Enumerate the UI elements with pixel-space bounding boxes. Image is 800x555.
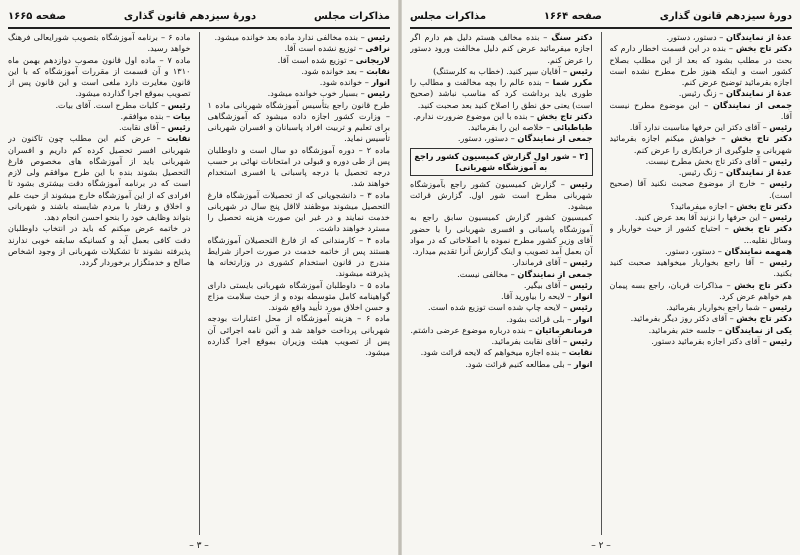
speaker-name: رئیس <box>769 212 792 222</box>
transcript-paragraph <box>208 77 391 88</box>
speaker-name: رئیس <box>367 32 390 42</box>
speech-text: ماده ۴ – کارمندانی که از فارغ التحصیلان آموزشگاه هستند پس از خاتمه خدمت در صورت احراز شرایط مندرج در قانون استخدام کشوری در وزارتخانه ها پذیرفته میشوند. <box>207 234 390 279</box>
speaker-name: رئیس <box>167 99 191 110</box>
transcript-paragraph <box>410 347 593 358</box>
speaker-name: دکتر تاج بخش <box>732 223 792 234</box>
speaker-name: دکتر تاج بخش <box>736 200 792 211</box>
transcript-paragraph <box>410 32 593 66</box>
speaker-name: انوار <box>573 358 593 369</box>
transcript-paragraph <box>410 302 593 313</box>
speech-text: – جلسه ختم بفرمائید. <box>648 324 723 335</box>
transcript-paragraph <box>410 257 593 268</box>
speaker-name: انوار <box>371 77 390 87</box>
speech-text: – بنده مخالفی ندارد ماده بعد خوانده میشود. <box>214 32 365 42</box>
right-page-right-column <box>610 32 793 535</box>
speaker-name: فرمانفرمائیان <box>535 324 593 335</box>
speaker-name: رئیس <box>769 302 792 312</box>
right-page <box>402 0 800 555</box>
transcript-paragraph <box>610 122 793 133</box>
speech-text: – آقای دکتر روز دیگر بفرمائید. <box>630 313 734 324</box>
transcript-paragraph <box>208 66 391 77</box>
speech-text: – خواهش میکنم اجازه بفرمائید شهربانی و جلوگیری از خرابکاری را عرض کنم. <box>609 133 792 155</box>
speech-text: – بنده اجازه میخواهم که لایحه قرائت شود. <box>420 347 567 358</box>
transcript-paragraph <box>410 359 593 370</box>
speaker-name: نراقی <box>365 43 390 54</box>
speaker-name: دکتر تاج بخش <box>536 110 593 121</box>
transcript-paragraph <box>208 280 391 314</box>
speech-text: – بنده مخالف هستم دلیل هم دارم اگر اجازه میفرمائید عرض کنم دلیل مخالفت ورود دستور را عرض کنم. <box>410 32 593 65</box>
speech-text: در خاتمه عرض میکنم که باید در انتخاب داوطلبان دقت کافی بعمل آید و کسانیکه سابقه خوبی ندارند پذیرفته نشوند تا تشکیلات شهربانی از وجود اشخاص صالح و خدمتگزار برخوردار گردد. <box>8 223 191 267</box>
transcript-paragraph <box>610 32 793 43</box>
speech-text: – آقای فرماندار. <box>512 257 568 268</box>
left-header-page-number: صفحه ۱۶۶۵ <box>8 10 67 22</box>
speaker-name: رئیس <box>769 335 792 346</box>
speech-text: – بعد خوانده شود. <box>301 65 364 76</box>
transcript-paragraph <box>410 122 593 133</box>
left-page-footer: – ۳ – <box>189 541 209 551</box>
transcript-paragraph <box>8 100 191 111</box>
transcript-paragraph <box>610 43 793 88</box>
left-header-term: دورهٔ سیزدهم قانون گذاری <box>123 10 257 22</box>
transcript-paragraph <box>410 77 593 111</box>
speaker-name: نقابت <box>166 133 191 144</box>
speech-text: – آقای دکتر این حرفها مناسبت ندارد آقا. <box>629 122 767 132</box>
speech-text: – بنده در این قسمت اخطار دارم که بحث در مطلب بشود که بعد از این مطلب بصلاح کشور است و اینکه هنوز طرح مطرح نشده است اجازه بفرمائید توضیح عرض کنم. <box>609 43 792 87</box>
speaker-name: رئیس <box>367 88 390 99</box>
speech-text: – اجازه میفرمائید؟ <box>670 200 734 211</box>
speech-text: – زنگ رئیس. <box>678 167 724 177</box>
speech-text: – شما راجع بخواربار بفرمائید. <box>666 302 767 312</box>
speaker-name: مکرر شما <box>552 77 593 87</box>
transcript-paragraph <box>208 32 391 43</box>
left-page <box>0 0 398 555</box>
left-page-header <box>8 6 390 26</box>
speaker-name: عدۀ از نمایندگان <box>726 88 792 99</box>
speaker-name: دکتر تاج بخش <box>730 133 792 144</box>
transcript-paragraph <box>610 212 793 223</box>
speaker-name: عدۀ از نمایندگان <box>726 167 792 177</box>
transcript-paragraph <box>610 100 793 123</box>
transcript-paragraph <box>410 291 593 302</box>
transcript-paragraph <box>410 111 593 122</box>
speech-text: ماده ۶ – هزینه آموزشگاه از محل اعتبارات بودجه شهربانی پرداخت خواهد شد و آئین نامه اجرائی آن پس از تصویب هیئت وزیران بموقع اجرا گذارده میشود. <box>207 313 390 357</box>
speaker-name: رئیس <box>769 257 792 267</box>
right-header-term: دورهٔ سیزدهم قانون گذاری <box>659 10 792 22</box>
transcript-paragraph <box>610 302 793 313</box>
speech-text: – خوانده شود. <box>319 77 369 87</box>
transcript-paragraph <box>610 313 793 324</box>
transcript-paragraph <box>8 55 191 100</box>
speaker-name: جمعی از نمایندگان <box>517 268 593 279</box>
speech-text: – احتیاج کشور از حیث خواربار و وسائل نقلیه... <box>609 223 792 245</box>
speaker-name: انوار <box>573 313 593 324</box>
transcript-paragraph <box>410 269 593 280</box>
speech-text: – بلی قرائت بشود. <box>506 313 572 324</box>
transcript-paragraph <box>610 178 793 201</box>
speech-text: – این حرفها را نزنید آقا بعد عرض کنید. <box>634 212 767 222</box>
speech-text: – آقای دکتر تاج بخش مطرح نیست. <box>645 155 767 166</box>
speaker-name: رئیس <box>569 65 593 76</box>
speech-text: – کلیات مطرح است. آقای بیات. <box>55 99 166 110</box>
transcript-paragraph <box>410 66 593 77</box>
speech-text: – آقا راجع بخواربار میخواهید صحبت کنید بکنید. <box>609 257 792 279</box>
transcript-paragraph <box>208 55 391 66</box>
speaker-name: رئیس <box>167 122 191 132</box>
speech-text: – بلی مطالعه کنیم قرائت شود. <box>465 358 572 369</box>
speech-text: – زنگ رئیس. <box>678 88 724 99</box>
transcript-paragraph <box>610 257 793 280</box>
speech-text: – آقای نقابت بفرمائید. <box>491 336 568 346</box>
right-page-columns <box>410 32 792 535</box>
speech-text: – آقای نقابت. <box>118 122 166 132</box>
left-header-section: مذاکرات مجلس <box>313 10 390 22</box>
transcript-paragraph <box>208 100 391 145</box>
transcript-paragraph <box>8 223 191 268</box>
speech-text: – آقای دکتر اجازه بفرمائید دستور. <box>651 335 767 346</box>
speech-text: – خارج از موضوع صحبت نکنید آقا (صحیح است). <box>609 178 792 200</box>
speaker-name: دکتر سنگ <box>551 32 593 42</box>
speech-text: کمیسیون کشور گزارش کمیسیون سابق راجع به آموزشگاه پاسبانی و افسری شهربانی را با حضور آقای وزیر کشور مطرح نموده با اصلاحاتی که در مواد آن بعمل آمد تصویب و اینک گزارش آنرا تقدیم میدارد. <box>410 212 593 256</box>
transcript-paragraph <box>208 145 391 190</box>
transcript-paragraph <box>8 32 191 55</box>
left-page-columns <box>8 32 390 535</box>
speaker-name: نقابت <box>366 65 390 76</box>
speech-text: ماده ۲ – دوره آموزشگاه دو سال است و داوطلبان پس از طی دوره و قبولی در امتحانات نهائی بر حسب درجه تحصیل با درجه پاسبانی یا افسری استخدام خواهند شد. <box>207 144 390 189</box>
transcript-paragraph <box>410 179 593 213</box>
right-page-left-column <box>410 32 593 535</box>
transcript-paragraph <box>410 314 593 325</box>
speaker-name: بیات <box>172 110 191 121</box>
transcript-paragraph <box>610 280 793 303</box>
speech-text: – دستور، دستور. <box>666 32 724 42</box>
speech-text: ماده ۵ – داوطلبان آموزشگاه شهربانی بایستی دارای گواهینامه کامل متوسطه بوده و از حیث سلامت مزاج و حسن اخلاق مورد تأیید واقع شوند. <box>207 279 390 312</box>
speech-text: – بنده با این موضوع ضرورت ندارم. <box>413 110 535 121</box>
column-divider <box>199 32 200 535</box>
transcript-paragraph <box>208 235 391 280</box>
speaker-name: نقابت <box>568 347 593 358</box>
speech-text: – مذاکرات قربان، راجع بسه پیمان هم خواهم عرض کرد. <box>609 279 792 301</box>
speaker-name: جمعی از نمایندگان <box>712 99 792 110</box>
speech-text: – لایحه را بیاورید آقا. <box>500 291 572 301</box>
transcript-paragraph <box>8 122 191 133</box>
speaker-name: رئیس <box>569 279 593 290</box>
speech-text: – بسیار خوب خوانده میشود. <box>267 88 365 99</box>
speaker-name: لاریجانی <box>355 54 390 65</box>
speech-text: – خلاصه این را بفرمائید. <box>467 122 551 132</box>
speech-text: ماده ۶ – برنامه آموزشگاه بتصویب شورایعالی فرهنگ خواهد رسید. <box>8 32 191 54</box>
speaker-name: دکتر تاج بخش <box>734 279 792 290</box>
speaker-name: جمعی از نمایندگان <box>517 133 593 144</box>
speaker-name: رئیس <box>769 155 792 166</box>
speech-text: – بنده موافقم. <box>120 110 171 121</box>
speech-text: – آقای بیگیر. <box>523 279 568 290</box>
speech-text: – بنده عالم را بچه مخالفت و مطالب را طوری باید برداشت کرد که مناسب نباشد (صحیح است) یعنی حق نطق را اصلاح کنید بعد صحبت کنید. <box>410 77 593 110</box>
speaker-name: رئیس <box>569 257 593 268</box>
header-rule <box>8 27 390 29</box>
section-heading: [۳ – شور اول گزارش کمیسیون کشور راجع به آموزشگاه شهربانی] <box>410 148 593 176</box>
speech-text: – توزیع نشده است آقا. <box>284 43 363 54</box>
left-page-left-column <box>8 32 191 535</box>
transcript-paragraph <box>610 201 793 212</box>
speech-text: – لایحه چاپ شده است توزیع شده است. <box>428 302 568 313</box>
speech-text: – مخالفی نیست. <box>457 268 515 279</box>
speech-text: طرح قانون راجع بتأسیس آموزشگاه شهربانی ماده ۱ – وزارت کشور اجازه داده میشود که آموزشگاهی برای تعلیم و تربیت افراد پاسبانان و افسران شهربانی تأسیس نماید. <box>207 99 390 144</box>
speaker-name: رئیس <box>569 178 593 189</box>
transcript-paragraph <box>610 133 793 156</box>
column-divider <box>601 32 602 535</box>
speaker-name: رئیس <box>569 302 593 313</box>
transcript-paragraph <box>208 43 391 54</box>
speech-text: – توزیع شده است آقا. <box>277 54 354 65</box>
right-header-section: مذاکرات مجلس <box>410 10 487 22</box>
transcript-paragraph <box>410 325 593 336</box>
transcript-paragraph <box>610 336 793 347</box>
header-rule <box>410 27 792 29</box>
transcript-paragraph <box>208 313 391 358</box>
speaker-name: دکتر تاج بخش <box>736 313 792 324</box>
right-page-header <box>410 6 792 26</box>
speaker-name: انوار <box>573 291 593 301</box>
speech-text: – گزارش کمیسیون کشور راجع بآموزشگاه شهربانی مطرح است شور اول. گزارش قرائت میشود. <box>410 178 593 211</box>
speaker-name: رئیس <box>769 178 792 189</box>
transcript-paragraph <box>610 223 793 246</box>
speech-text: – این موضوع مطرح نیست آقا. <box>609 99 792 121</box>
transcript-paragraph <box>610 156 793 167</box>
transcript-paragraph <box>610 325 793 336</box>
speaker-name: همهمه نمایندگان <box>724 245 792 256</box>
speech-text: – بنده درباره موضوع عرضی داشتم. <box>410 324 533 335</box>
right-page-footer: – ۲ – <box>591 541 611 551</box>
speech-text: – عرض کنم این مطلب چون تاکنون در شهربانی افسر تحصیل کرده کم داریم و افسران شهربانی باید از آموزشگاه های مخصوص فارغ التحصیل بشوند بنده با این طرح موافقم ولی لازم است که در برنامه آموزشگاه دقت بیشتری بشود تا افرادی که از این آموزشگاه خارج میشوند از حیث علم و اخلاق و رفتار با مردم شایسته باشند و شهربانی بتواند وظایف خود را بنحو احسن انجام دهد. <box>8 133 191 222</box>
speaker-name: طباطبائی <box>552 122 593 132</box>
speech-text: ماده ۳ – دانشجویانی که از تحصیلات آموزشگاه فارغ التحصیل میشوند موظفند لااقل پنج سال در شهربانی خدمت نمایند و در غیر این صورت هزینه تحصیل را مسترد خواهند داشت. <box>207 189 390 234</box>
speaker-name: رئیس <box>769 122 792 132</box>
right-header-page-number: صفحه ۱۶۶۴ <box>543 10 602 22</box>
transcript-paragraph <box>410 212 593 257</box>
speech-text: – آقایان سپر کنید. (خطاب به کلرستنگ) <box>433 65 568 76</box>
transcript-paragraph <box>8 133 191 223</box>
speech-text: – دستور، دستور. <box>457 133 515 144</box>
speaker-name: رئیس <box>569 336 593 346</box>
transcript-paragraph <box>410 133 593 144</box>
transcript-paragraph <box>208 190 391 235</box>
speech-text: – دستور، دستور. <box>665 245 722 256</box>
speaker-name: عدۀ از نمایندگان <box>726 32 792 42</box>
left-page-right-column <box>208 32 391 535</box>
transcript-paragraph <box>410 336 593 347</box>
speaker-name: دکتر تاج بخش <box>735 43 792 54</box>
transcript-paragraph <box>610 246 793 257</box>
transcript-paragraph <box>410 280 593 291</box>
transcript-paragraph <box>8 111 191 122</box>
transcript-paragraph <box>610 88 793 99</box>
transcript-paragraph <box>610 167 793 178</box>
transcript-paragraph <box>208 88 391 99</box>
speech-text: ماده ۷ – ماده اول قانون مصوب دوازدهم بهمن ماه ۱۳۱۰ و آن قسمت از مقررات آموزشگاه که با این قانون مغایرت دارد ملغی است و این قانون پس از تصویب بموقع اجرا گذارده میشود. <box>8 54 191 99</box>
speaker-name: یکی از نمایندگان <box>725 324 792 335</box>
